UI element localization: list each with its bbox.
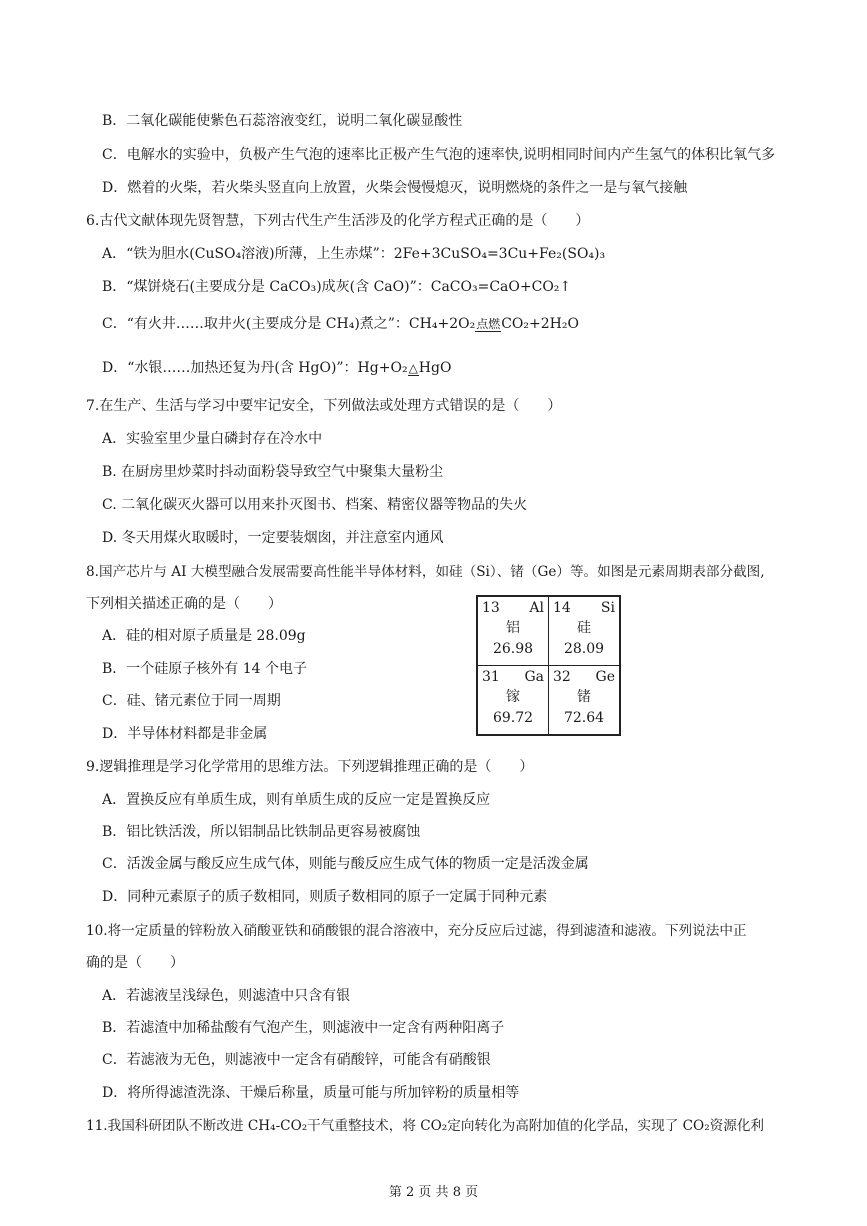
- page-footer: 第 2 页 共 8 页: [388, 1185, 479, 1200]
- element-cell-si: [549, 596, 621, 666]
- atomic-number: 32: [553, 669, 571, 685]
- element-symbol: Al: [529, 600, 544, 616]
- q5-option-d: D．燃着的火柴，若火柴头竖直向上放置，火柴会慢慢熄灭，说明燃烧的条件之一是与氧气接触: [102, 180, 688, 196]
- element-symbol: Si: [600, 600, 615, 616]
- q8-option-a: A．硅的相对原子质量是 28.09g: [102, 628, 306, 644]
- q6-option-c-products: CO₂+2H₂O: [501, 316, 579, 332]
- q10-option-d: D．将所得滤渣洗涤、干燥后称量，质量可能与所加锌粉的质量相等: [102, 1085, 520, 1101]
- q9-option-a: A．置换反应有单质生成，则有单质生成的反应一定是置换反应: [102, 792, 491, 808]
- element-symbol: Ga: [524, 669, 544, 685]
- q6-option-d-products: HgO: [418, 360, 452, 376]
- atomic-number: 14: [553, 600, 571, 616]
- q8-stem-line2: 下列相关描述正确的是（ ）: [86, 596, 282, 612]
- q6-stem: 6.古代文献体现先贤智慧，下列古代生产生活涉及的化学方程式正确的是（ ）: [86, 213, 590, 229]
- q6-option-d-text: D．“水银……加热还复为丹(含 HgO)”：Hg+O₂: [102, 360, 408, 376]
- q10-stem-line1: 10.将一定质量的锌粉放入硝酸亚铁和硝酸银的混合溶液中，充分反应后过滤，得到滤渣和滤液。下列说法中正: [86, 923, 747, 939]
- element-name: 硅: [577, 620, 591, 636]
- q9-option-b: B．铝比铁活泼，所以铝制品比铁制品更容易被腐蚀: [102, 824, 421, 840]
- element-name: 镓: [506, 689, 520, 705]
- atomic-number: 31: [482, 669, 500, 685]
- q11-stem: 11.我国科研团队不断改进 CH₄-CO₂干气重整技术，将 CO₂定向转化为高附加值的化学品，实现了 CO₂资源化利: [86, 1118, 765, 1134]
- q10-option-c: C．若滤液为无色，则滤液中一定含有硝酸锌，可能含有硝酸银: [102, 1052, 491, 1068]
- atomic-mass: 26.98: [492, 641, 534, 657]
- q7-option-c: C. 二氧化碳灭火器可以用来扑灭图书、档案、精密仪器等物品的失火: [102, 497, 528, 513]
- element-cell-ge: [549, 666, 621, 736]
- element-symbol: Ge: [595, 669, 615, 685]
- atomic-number: 13: [482, 600, 500, 616]
- q7-option-a: A．实验室里少量白磷封存在冷水中: [102, 431, 323, 447]
- q5-option-c: C．电解水的实验中，负极产生气泡的速率比正极产生气泡的速率快,说明相同时间内产生氢气的体积比氧气多: [102, 147, 776, 163]
- element-cell-ga: [477, 666, 549, 736]
- element-name: 锗: [577, 689, 591, 705]
- q8-option-c: C．硅、锗元素位于同一周期: [102, 693, 281, 709]
- q10-option-a: A．若滤液呈浅绿色，则滤渣中只含有银: [102, 988, 351, 1004]
- element-cell-al: [477, 596, 549, 666]
- element-name: 铝: [506, 620, 520, 636]
- q8-option-d: D．半导体材料都是非金属: [102, 726, 268, 742]
- q10-stem-line2: 确的是（ ）: [86, 955, 184, 971]
- q10-option-b: B．若滤渣中加稀盐酸有气泡产生，则滤液中一定含有两种阳离子: [102, 1020, 505, 1036]
- q6-option-b: B．“煤饼烧石(主要成分是 CaCO₃)成灰(含 CaO)”：CaCO₃=CaO+CO₂↑: [102, 279, 572, 295]
- q6-option-c: [102, 314, 579, 334]
- reaction-condition-heat: △: [408, 361, 418, 375]
- reaction-condition-ignite: 点燃: [476, 317, 501, 331]
- q6-option-c-text: C．“有火井……取井火(主要成分是 CH₄)煮之”：CH₄+2O₂: [102, 316, 476, 332]
- q6-option-d: [102, 358, 451, 378]
- q5-option-b: B．二氧化碳能使紫色石蕊溶液变红，说明二氧化碳显酸性: [102, 113, 463, 129]
- q7-option-b: B. 在厨房里炒菜时抖动面粉袋导致空气中聚集大量粉尘: [102, 464, 444, 480]
- q9-stem: 9.逻辑推理是学习化学常用的思维方法。下列逻辑推理正确的是（ ）: [86, 759, 534, 775]
- q8-stem-line1: 8.国产芯片与 AI 大模型融合发展需要高性能半导体材料，如硅（Si）、锗（Ge）等。如图是元素周期表部分截图,: [86, 564, 765, 580]
- q8-option-b: B．一个硅原子核外有 14 个电子: [102, 661, 308, 677]
- periodic-table-excerpt: [476, 595, 621, 736]
- q9-option-c: C．活泼金属与酸反应生成气体，则能与酸反应生成气体的物质一定是活泼金属: [102, 856, 589, 872]
- q6-option-a: A．“铁为胆水(CuSO₄溶液)所薄，上生赤煤”：2Fe+3CuSO₄=3Cu+Fe₂(SO₄)₃: [102, 246, 606, 262]
- q9-option-d: D．同种元素原子的质子数相同，则质子数相同的原子一定属于同种元素: [102, 889, 548, 905]
- atomic-mass: 28.09: [563, 641, 605, 657]
- atomic-mass: 69.72: [492, 710, 534, 726]
- q7-stem: 7.在生产、生活与学习中要牢记安全，下列做法或处理方式错误的是（ ）: [86, 398, 562, 414]
- q7-option-d: D. 冬天用煤火取暖时，一定要装烟囱，并注意室内通风: [102, 530, 444, 546]
- atomic-mass: 72.64: [563, 710, 605, 726]
